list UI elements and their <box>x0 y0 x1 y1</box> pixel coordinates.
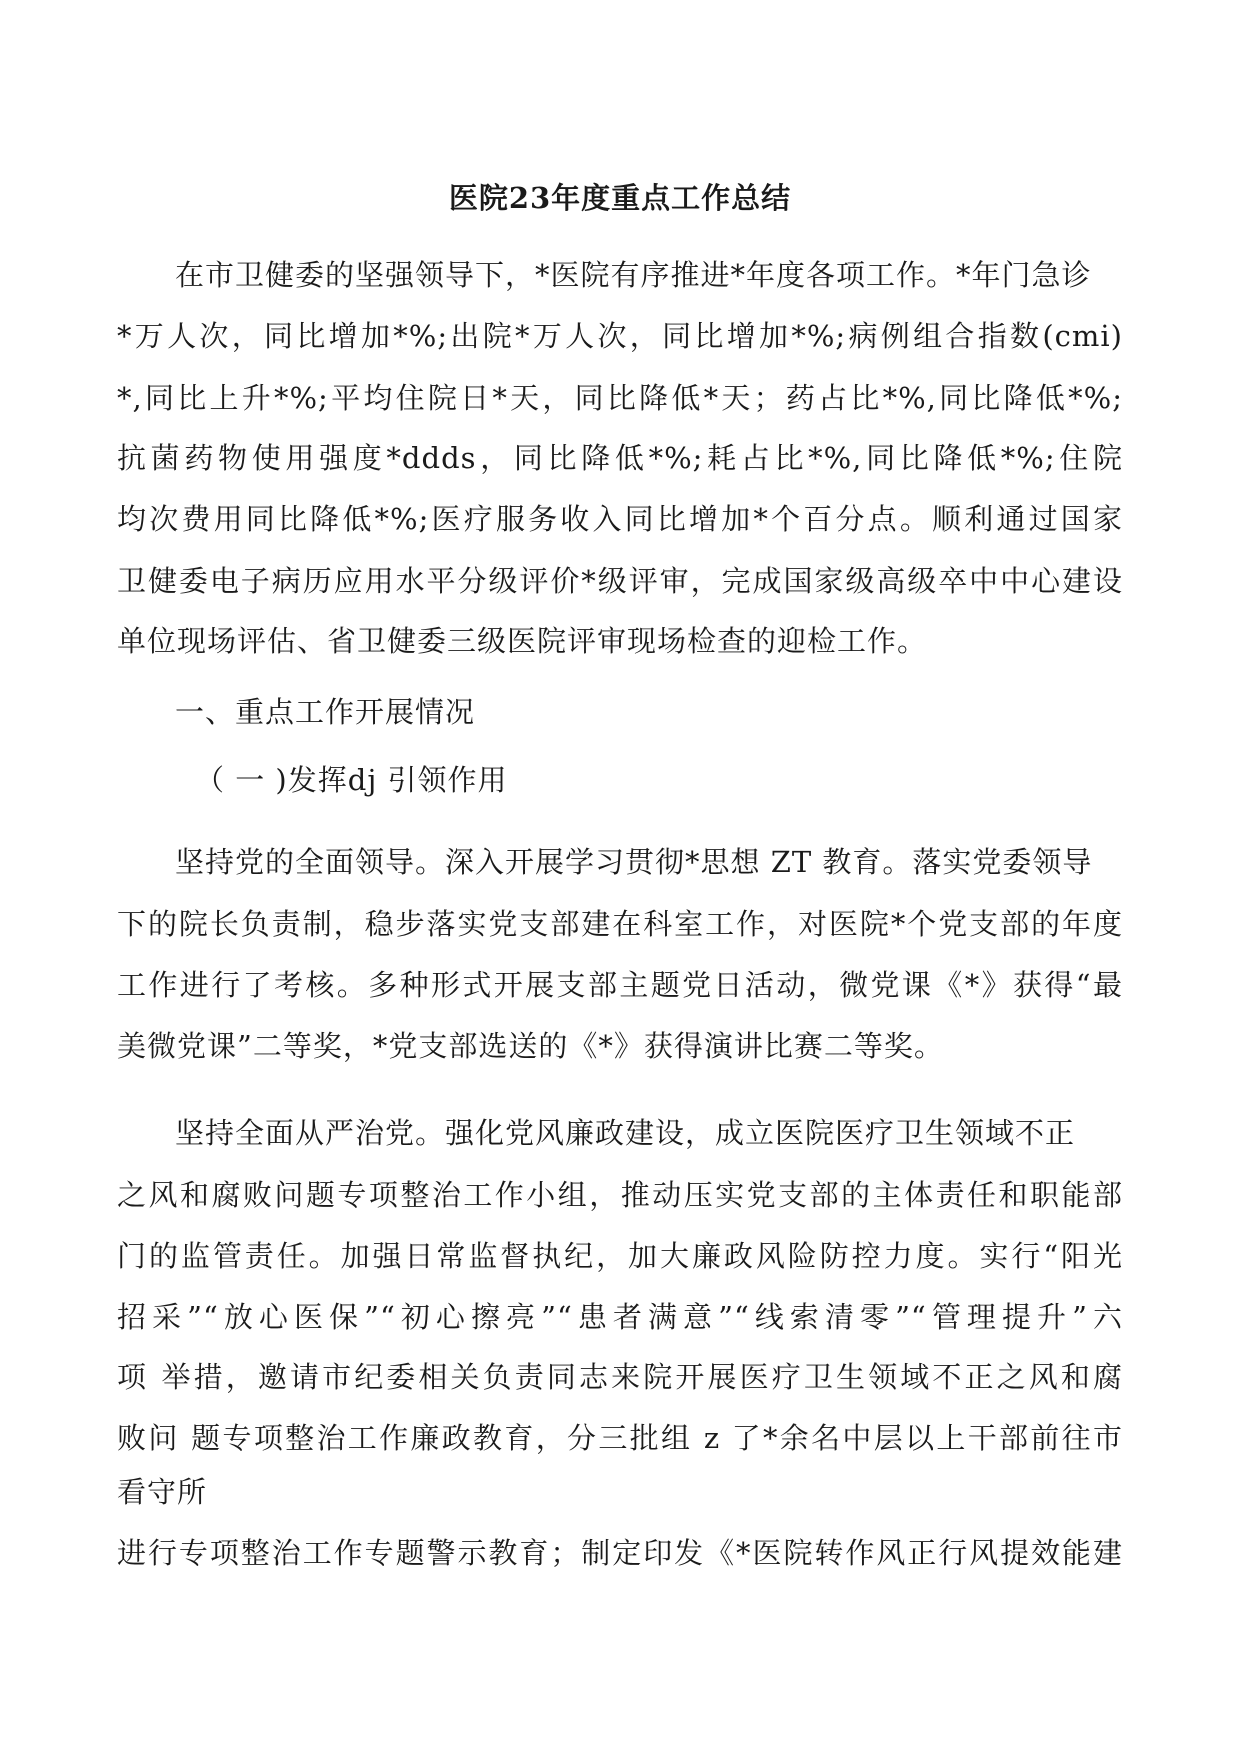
text-line: 坚持全面从严治党。强化党风廉政建设，成立医院医疗卫生领域不正 <box>175 1116 1076 1150</box>
text-line: *,同比上升*%;平均住院日*天，同比降低*天；药占比*%,同比降低*%; <box>117 381 1123 415</box>
section-heading: 一、重点工作开展情况 <box>175 695 476 729</box>
text-line: 项 举措，邀请市纪委相关负责同志来院开展医疗卫生领域不正之风和腐 <box>117 1360 1123 1394</box>
text-line: 单位现场评估、省卫健委三级医院评审现场检查的迎检工作。 <box>117 624 928 658</box>
text-line: 美微党课”二等奖，*党支部选送的《*》获得演讲比赛二等奖。 <box>117 1029 944 1063</box>
text-line: 之风和腐败问题专项整治工作小组，推动压实党支部的主体责任和职能部 <box>117 1178 1123 1212</box>
text-line: *万人次，同比增加*%;出院*万人次，同比增加*%;病例组合指数(cmi) <box>117 319 1123 353</box>
text-line: 看守所 <box>117 1475 208 1509</box>
document-title: 医院23年度重点工作总结 <box>448 181 792 215</box>
text-line: 在市卫健委的坚强领导下，*医院有序推进*年度各项工作。*年门急诊 <box>175 258 1092 292</box>
subsection-heading: （ 一 )发挥dj 引领作用 <box>195 763 508 797</box>
text-line: 均次费用同比降低*%;医疗服务收入同比增加*个百分点。顺利通过国家 <box>117 502 1123 536</box>
text-line: 门的监管责任。加强日常监督执纪，加大廉政风险防控力度。实行“阳光 <box>117 1239 1123 1273</box>
text-line: 抗菌药物使用强度*ddds，同比降低*%;耗占比*%,同比降低*%;住院 <box>117 441 1123 475</box>
text-line: 下的院长负责制，稳步落实党支部建在科室工作，对医院*个党支部的年度 <box>117 907 1123 941</box>
text-line: 进行专项整治工作专题警示教育；制定印发《*医院转作风正行风提效能建 <box>117 1536 1123 1570</box>
text-line: 卫健委电子病历应用水平分级评价*级评审，完成国家级高级卒中中心建设 <box>117 564 1123 598</box>
text-line: 坚持党的全面领导。深入开展学习贯彻*思想 ZT 教育。落实党委领导 <box>175 845 1093 879</box>
text-line: 工作进行了考核。多种形式开展支部主题党日活动，微党课《*》获得“最 <box>117 968 1123 1002</box>
text-line: 招采”“放心医保”“初心擦亮”“患者满意”“线索清零”“管理提升”六 <box>117 1300 1123 1334</box>
text-line: 败问 题专项整治工作廉政教育，分三批组 z 了*余名中层以上干部前往市 <box>117 1421 1123 1455</box>
